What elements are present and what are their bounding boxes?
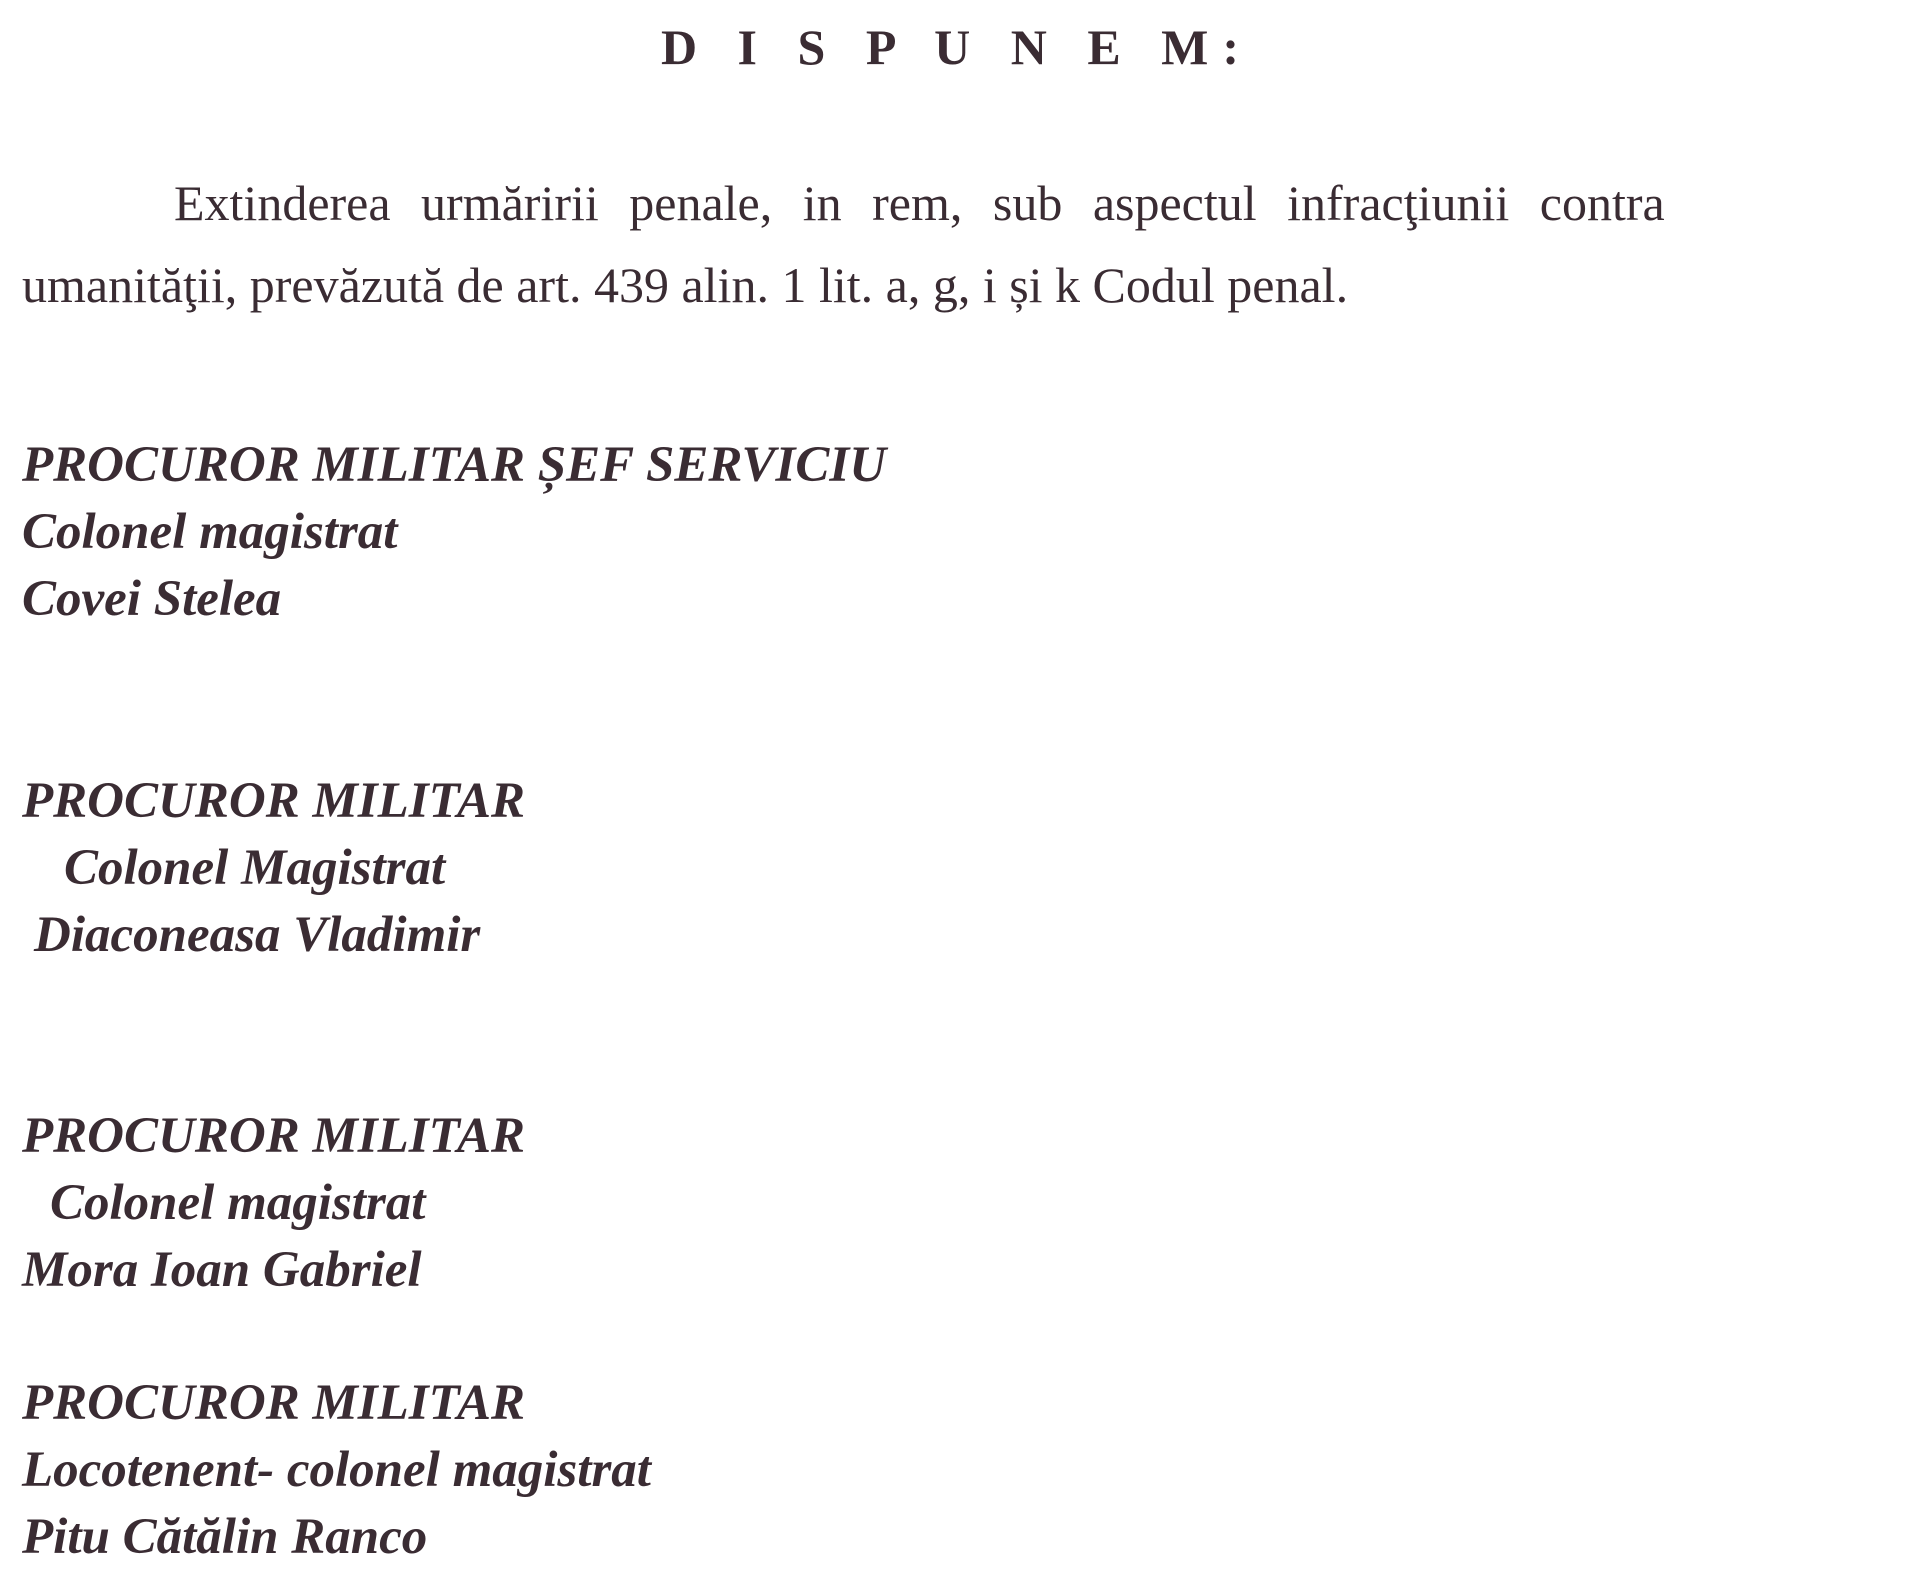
- signature-block-4: [22, 1370, 651, 1571]
- signature-block-1: [22, 432, 886, 633]
- signature-rank: Locotenent- colonel magistrat: [22, 1442, 651, 1498]
- signature-name: Diaconeasa Vladimir: [34, 907, 481, 963]
- signature-title: PROCUROR MILITAR: [22, 1108, 526, 1164]
- signature-title: PROCUROR MILITAR: [22, 1375, 526, 1431]
- document-heading: D I S P U N E M:: [660, 19, 1254, 75]
- paragraph-line-2: umanităţii, prevăzută de art. 439 alin. 1 lit. a, g, i și k Codul penal.: [22, 257, 1349, 313]
- paragraph-line-1: Extinderea urmăririi penale, in rem, sub aspectul infracţiunii contra: [174, 175, 1665, 231]
- signature-name: Covei Stelea: [22, 571, 282, 627]
- signature-name: Pitu Cătălin Ranco: [22, 1509, 428, 1565]
- signature-rank: Colonel magistrat: [50, 1175, 426, 1231]
- signature-name: Mora Ioan Gabriel: [22, 1242, 422, 1298]
- signature-rank: Colonel Magistrat: [64, 840, 446, 896]
- signature-title: PROCUROR MILITAR ȘEF SERVICIU: [22, 437, 887, 493]
- disposition-paragraph: [22, 162, 1914, 326]
- signature-block-3: [22, 1103, 525, 1304]
- signature-rank: Colonel magistrat: [22, 504, 398, 560]
- signature-block-2: [22, 768, 525, 969]
- signature-title: PROCUROR MILITAR: [22, 773, 526, 829]
